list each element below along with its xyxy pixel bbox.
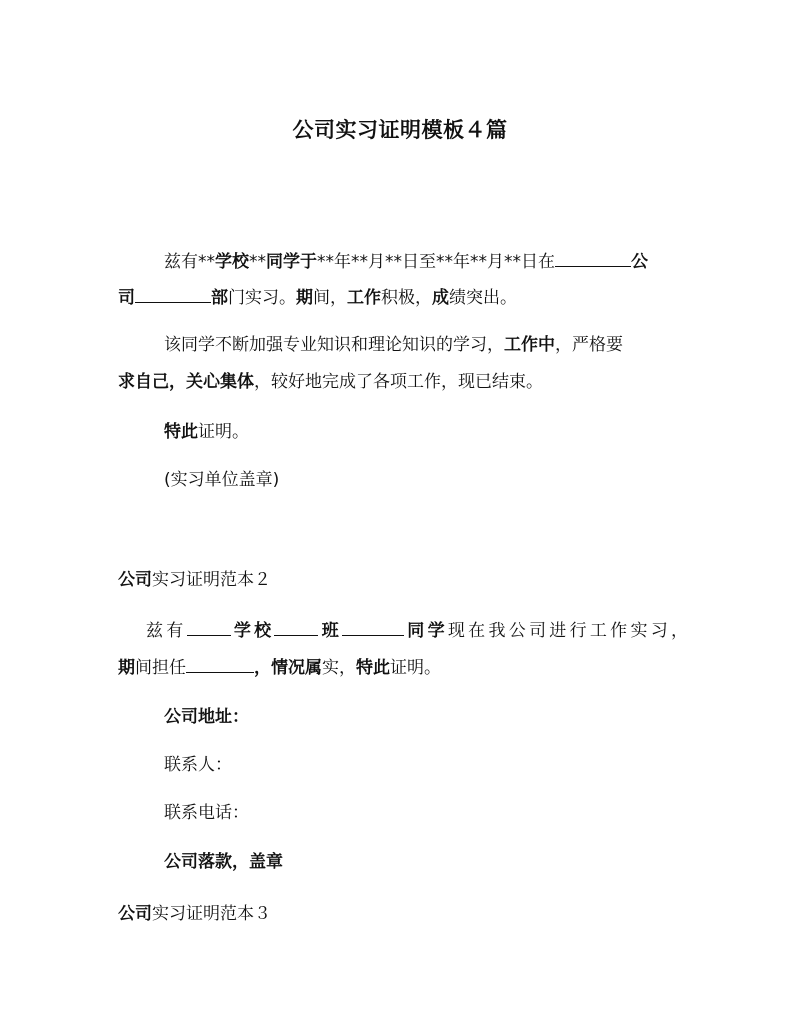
text-run: ** — [249, 252, 266, 272]
text-run: 司 — [118, 288, 135, 308]
text-run: 证明。 — [390, 658, 441, 678]
text-run: 期 — [296, 288, 313, 308]
paragraph-line — [118, 370, 688, 394]
text-run: 兹有** — [164, 252, 215, 272]
fill-in-blank — [342, 618, 404, 636]
text-run: 间担任 — [135, 658, 186, 678]
text-run: 工作中 — [504, 335, 555, 355]
paragraph-line — [164, 420, 688, 444]
text-run: 积极， — [381, 288, 432, 308]
text-run: **年**月**日至**年**月**日在 — [317, 252, 555, 272]
text-run: 间， — [313, 288, 347, 308]
text-run: 现在我公司进行工作实习， — [447, 621, 689, 641]
text-run: 证明。 — [198, 422, 249, 442]
paragraph-line — [146, 618, 688, 643]
text-run: 部 — [211, 288, 228, 308]
text-run: 绩突出。 — [449, 288, 517, 308]
company-signoff: 公司落款，盖章 — [164, 852, 283, 872]
contact-phone-label: 联系电话： — [164, 803, 249, 823]
text-run: 同学于 — [266, 252, 317, 272]
section-heading — [118, 568, 688, 592]
text-run: ，严格要 — [555, 335, 623, 355]
text-run: 门实习。 — [228, 288, 296, 308]
document-title: 公司实习证明模板４篇 — [292, 118, 508, 142]
text-run: 该同学不断加强专业知识和理论知识的学习， — [164, 335, 504, 355]
fill-in-blank — [274, 618, 318, 636]
fill-in-blank — [186, 655, 254, 673]
company-address-label: 公司地址： — [164, 707, 249, 727]
text-run: 同学 — [404, 621, 448, 641]
section-heading — [118, 902, 688, 926]
text-run: 求自己，关心集体 — [118, 372, 254, 392]
contact-person-label: 联系人： — [164, 755, 232, 775]
fill-in-blank — [187, 618, 231, 636]
paragraph-line — [164, 333, 688, 357]
text-run: 期 — [118, 658, 135, 678]
paragraph-line — [118, 285, 688, 310]
text-run: 特此 — [356, 658, 390, 678]
text-run: 特此 — [164, 422, 198, 442]
text-run: 公司 — [118, 570, 152, 590]
text-run: 成 — [432, 288, 449, 308]
stamp-note: (实习单位盖章) — [164, 470, 280, 490]
paragraph-line — [118, 655, 688, 680]
text-run: 实， — [322, 658, 356, 678]
text-run: 公 — [631, 252, 648, 272]
text-run: 实习证明范本２ — [152, 570, 271, 590]
text-run: 实习证明范本３ — [152, 904, 271, 924]
text-run: 学校 — [215, 252, 249, 272]
text-run: 兹有 — [146, 621, 187, 641]
text-run: 班 — [318, 621, 343, 641]
text-run: 工作 — [347, 288, 381, 308]
fill-in-blank — [555, 249, 631, 267]
text-run: 公司 — [118, 904, 152, 924]
paragraph-line — [164, 249, 688, 274]
text-run: ，较好地完成了各项工作，现已结束。 — [254, 372, 543, 392]
text-run: ，情况属 — [254, 658, 322, 678]
fill-in-blank — [135, 285, 211, 303]
text-run: 学校 — [230, 621, 275, 641]
